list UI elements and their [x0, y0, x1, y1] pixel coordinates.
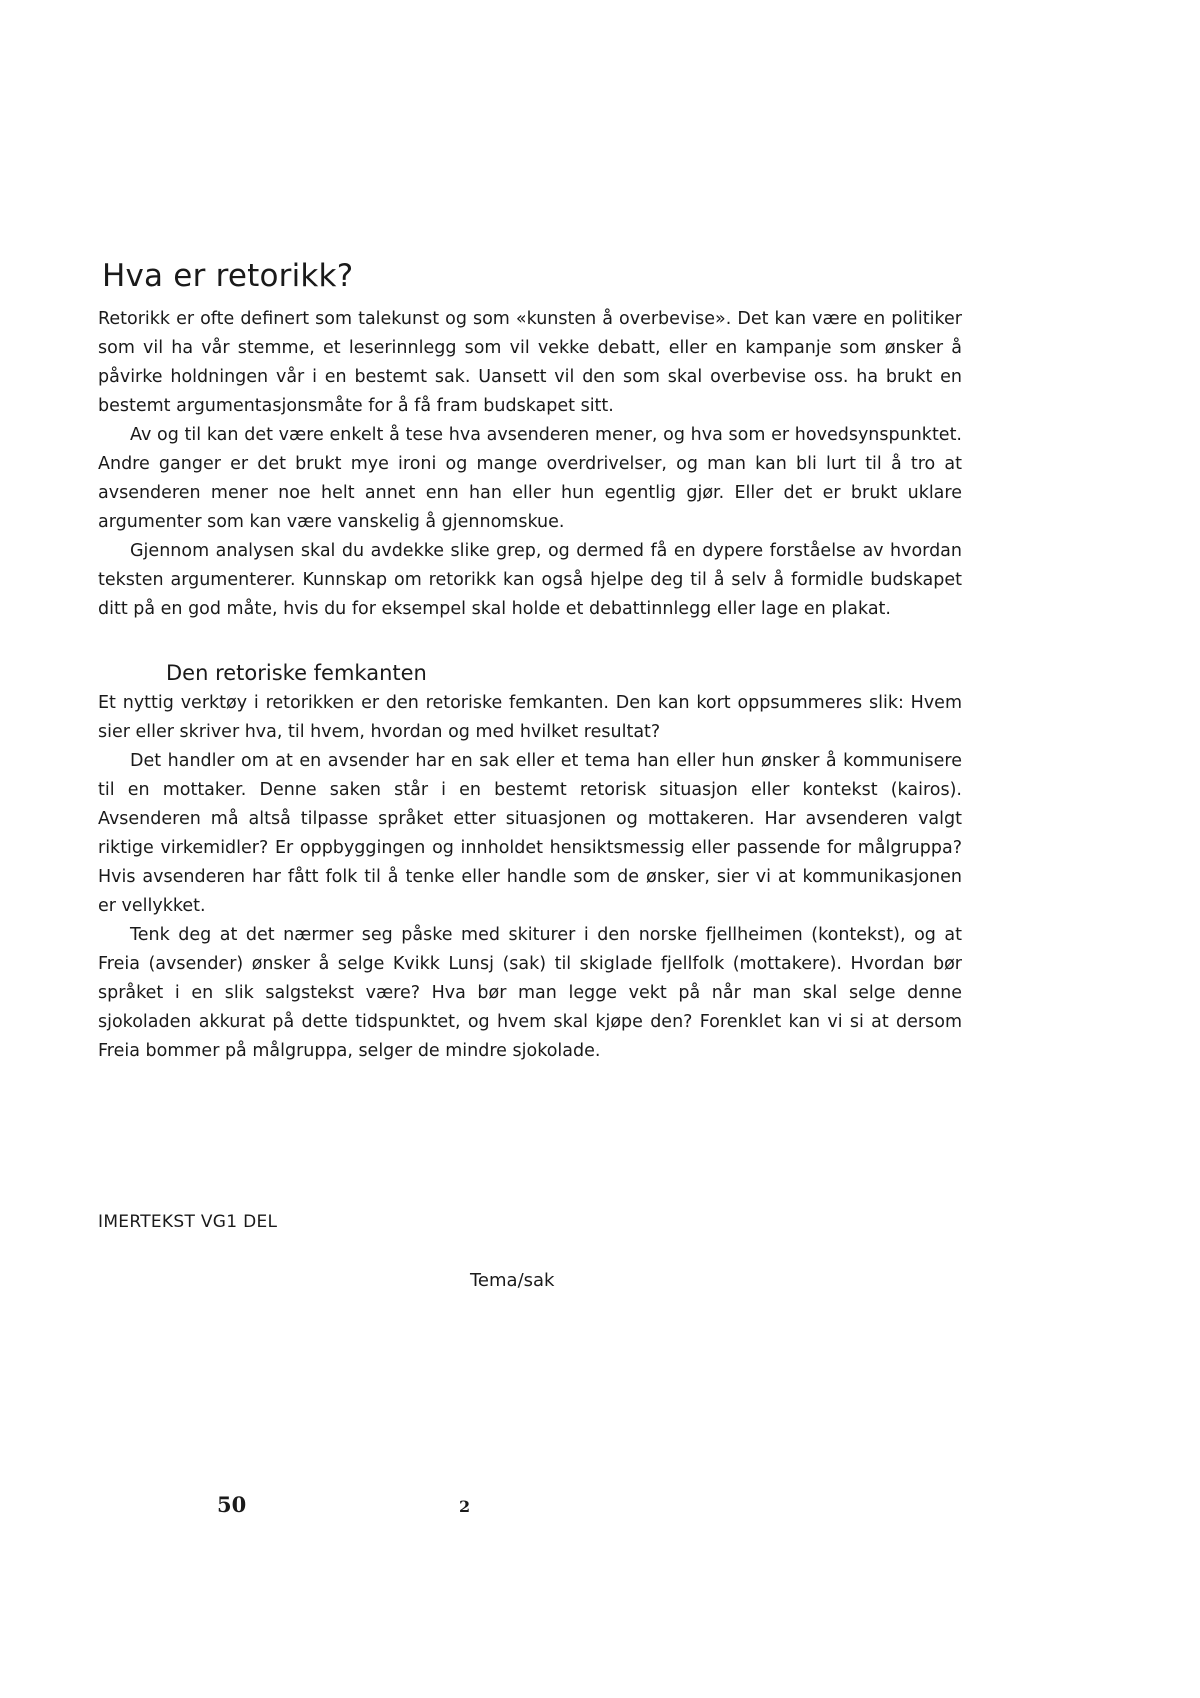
intro-paragraph-3: Gjennom analysen skal du avdekke slike grep, og dermed få en dypere forståelse av hvordan teksten argumenterer. Kunnskap om retorikk kan også hjelpe deg til å selv å formidle budskapet ditt på en god måte, hvis du for eksempel skal holde et debattinnlegg eller lage en plakat. [98, 541, 962, 620]
footer-label: IMERTEKST VG1 DEL [98, 1212, 278, 1232]
main-content [98, 258, 962, 1066]
section-paragraph-3: Tenk deg at det nærmer seg påske med skiturer i den norske fjellheimen (kontekst), og at Freia (avsender) ønsker å selge Kvikk Lunsj (sak) til skiglade fjellfolk (mottakere). Hvordan bør språket i en slik salgstekst være? Hva bør man legge vekt på når man skal selge denne sjokoladen akkurat på dette tidspunktet, og hvem skal kjøpe den? Forenklet kan vi si at dersom Freia bommer på målgruppa, selger de mindre sjokolade. [98, 925, 962, 1062]
page-number-right: 2 [459, 1497, 471, 1516]
section-paragraph-1: Et nyttig verktøy i retorikken er den retoriske femkanten. Den kan kort oppsummeres slik: Hvem sier eller skriver hva, til hvem, hvordan og med hvilket resultat? [98, 693, 962, 743]
intro-paragraph-2: Av og til kan det være enkelt å tese hva avsenderen mener, og hva som er hovedsynspunktet. Andre ganger er det brukt mye ironi og mange overdrivelser, og man kan bli lurt til å tro at avsenderen mener noe helt annet enn han eller hun egentlig gjør. Eller det er brukt uklare argumenter som kan være vanskelig å gjennomskue. [98, 425, 962, 533]
footer-center-label: Tema/sak [470, 1270, 555, 1291]
section-paragraph-2: Det handler om at en avsender har en sak eller et tema han eller hun ønsker å kommunisere til en mottaker. Denne saken står i en bestemt retorisk situasjon eller kontekst (kairos). Avsenderen må altså tilpasse språket etter situasjonen og mottakeren. Har avsenderen valgt riktige virkemidler? Er oppbyggingen og innholdet hensiktsmessig eller passende for målgruppa? Hvis avsenderen har fått folk til å tenke eller handle som de ønsker, sier vi at kommunikasjonen er vellykket. [98, 751, 962, 917]
intro-paragraph-1: Retorikk er ofte definert som talekunst og som «kunsten å overbevise». Det kan være en politiker som vil ha vår stemme, et leserinnlegg som vil vekke debatt, eller en kampanje som ønsker å påvirke holdningen vår i en bestemt sak. Uansett vil den som skal overbevise oss. ha brukt en bestemt argumentasjonsmåte for å få fram budskapet sitt. [98, 309, 962, 417]
section-heading: Den retoriske femkanten [166, 661, 427, 686]
page-title: Hva er retorikk? [102, 258, 354, 294]
page-number-left: 50 [217, 1492, 247, 1517]
